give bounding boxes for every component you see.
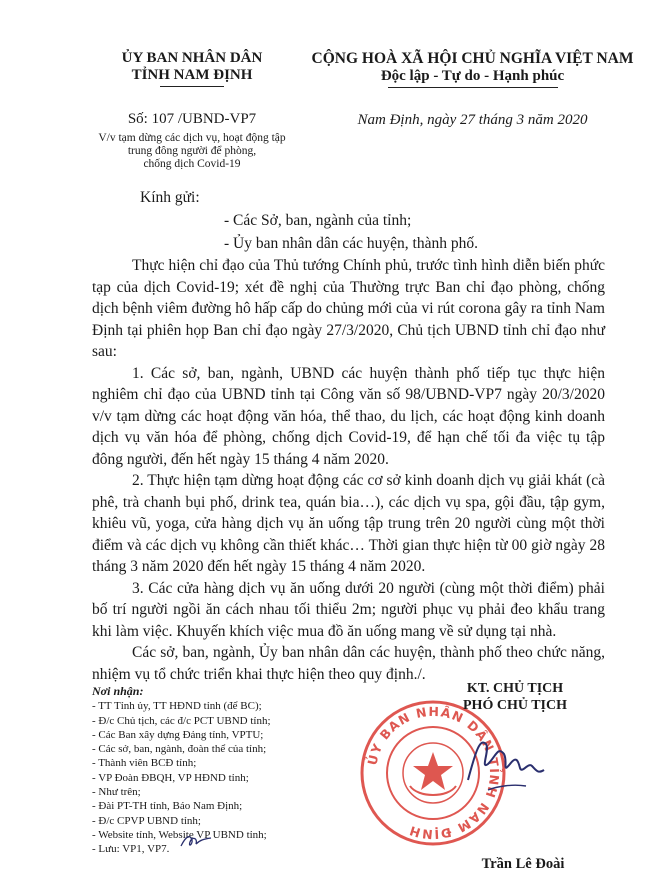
body-paragraph: 2. Thực hiện tạm dừng hoạt động các cơ sở kinh doanh dịch vụ giải khát (cà phê, trà chanh bụi phố, drink tea, quán bia…), các dịch vụ spa, gội đầu, tập gym, khiêu vũ, yoga, cửa hàng dịch vụ ăn uống tập trung trên 20 người cùng một thời điểm và các dịch vụ không cần thiết khác… Thời gian thực hiện từ 00 giờ ngày 28 tháng 3 năm 2020 đến hết ngày 15 tháng 4 năm 2020. (92, 472, 605, 575)
body-paragraph: 1. Các sở, ban, ngành, UBND các huyện thành phố tiếp tục thực hiện nghiêm chỉ đạo của UBND tỉnh tại Công văn số 98/UBND-VP7 ngày 20/3/2020 v/v tạm dừng các hoạt động văn hóa, thể thao, du lịch, các hoạt động kinh doanh dịch vụ văn hóa để phòng, chống dịch Covid-19, để hạn chế tối đa việc tụ tập đông người, đến hết ngày 15 tháng 4 năm 2020. (92, 364, 605, 468)
distribution-item: - Đ/c Chủ tịch, các đ/c PCT UBND tỉnh; (92, 714, 271, 727)
header-divider-right (388, 87, 558, 88)
issuer-header (92, 50, 292, 171)
province-name: TỈNH NAM ĐỊNH (131, 67, 253, 83)
distribution-item: - VP Đoàn ĐBQH, VP HĐND tỉnh; (92, 771, 249, 784)
signer-position-2: PHÓ CHỦ TỊCH (463, 698, 567, 713)
signer-name: Trần Lê Đoài (481, 856, 565, 872)
initials-mark (178, 830, 214, 854)
emblem-icon (403, 743, 463, 803)
svg-text:ỦY BAN NHÂN DÂN TỈNH NAM ĐỊNH: ỦY BAN NHÂN DÂN TỈNH NAM ĐỊNH (364, 703, 503, 843)
subject-line-3: chống dịch Covid-19 (143, 158, 241, 170)
place-date: Nam Định, ngày 27 tháng 3 năm 2020 (357, 112, 588, 128)
body-paragraph: Các sở, ban, ngành, Ủy ban nhân dân các huyện, thành phố theo chức năng, nhiệm vụ tổ chức triển khai thực hiện theo quy định./. (92, 644, 605, 683)
header-divider-left (160, 86, 224, 87)
national-motto: Độc lập - Tự do - Hạnh phúc (380, 68, 565, 84)
document-number: Số: 107 /UBND-VP7 (127, 111, 257, 127)
document-subject (92, 132, 292, 171)
distribution-item: - Đ/c CPVP UBND tỉnh; (92, 814, 201, 827)
distribution-item: - Website tỉnh, Website VP UBND tỉnh; (92, 828, 267, 841)
document-body (92, 255, 605, 685)
distribution-item: - TT Tỉnh ủy, TT HĐND tỉnh (để BC); (92, 700, 262, 713)
national-header (300, 50, 645, 129)
distribution-item: - Thành viên BCĐ tỉnh; (92, 757, 197, 770)
subject-line-2: trung đông người để phòng, (127, 145, 257, 157)
distribution-item: - Các sở, ban, ngành, đoàn thể của tỉnh; (92, 743, 267, 756)
recipient-block (140, 186, 478, 255)
signer-position-1: KT. CHỦ TỊCH (466, 681, 564, 696)
nation-title: CỘNG HOÀ XÃ HỘI CHỦ NGHĨA VIỆT NAM (311, 50, 634, 67)
body-paragraph: 3. Các cửa hàng dịch vụ ăn uống dưới 20 người (cùng một thời điểm) phải bố trí người ngồi ăn cách nhau tối thiểu 2m; người phục vụ phải đeo khẩu trang khi làm việc. Khuyến khích việc mua đồ ăn uống mang về sử dụng tại nhà. (92, 579, 605, 640)
distribution-item: - Lưu: VP1, VP7. (92, 843, 170, 856)
distribution-title: Nơi nhận: (92, 684, 144, 698)
greeting: Kính gửi: (140, 189, 200, 206)
agency-name: ỦY BAN NHÂN DÂN (121, 50, 263, 66)
distribution-list (92, 684, 392, 857)
distribution-item: - Các Ban xây dựng Đảng tỉnh, VPTU; (92, 728, 264, 741)
body-paragraph: Thực hiện chỉ đạo của Thủ tướng Chính phủ, trước tình hình diễn biến phức tạp của dịch Covid-19; xét đề nghị của Thường trực Ban chỉ đạo phòng, chống dịch bệnh viêm đường hô hấp cấp do chủng mới của vi rút corona gây ra tỉnh Nam Định tại phiên họp Ban chỉ đạo ngày 27/3/2020, Chủ tịch UBND tỉnh chỉ đạo như sau: (92, 257, 605, 360)
recipient-line: - Các Sở, ban, ngành của tỉnh; (224, 212, 412, 229)
recipient-line: - Ủy ban nhân dân các huyện, thành phố. (224, 235, 478, 252)
subject-line-1: V/v tạm dừng các dịch vụ, hoạt động tập (98, 132, 286, 144)
distribution-item: - Đài PT-TH tỉnh, Báo Nam Định; (92, 800, 243, 813)
distribution-item: - Như trên; (92, 786, 141, 799)
handwritten-signature (458, 720, 548, 800)
